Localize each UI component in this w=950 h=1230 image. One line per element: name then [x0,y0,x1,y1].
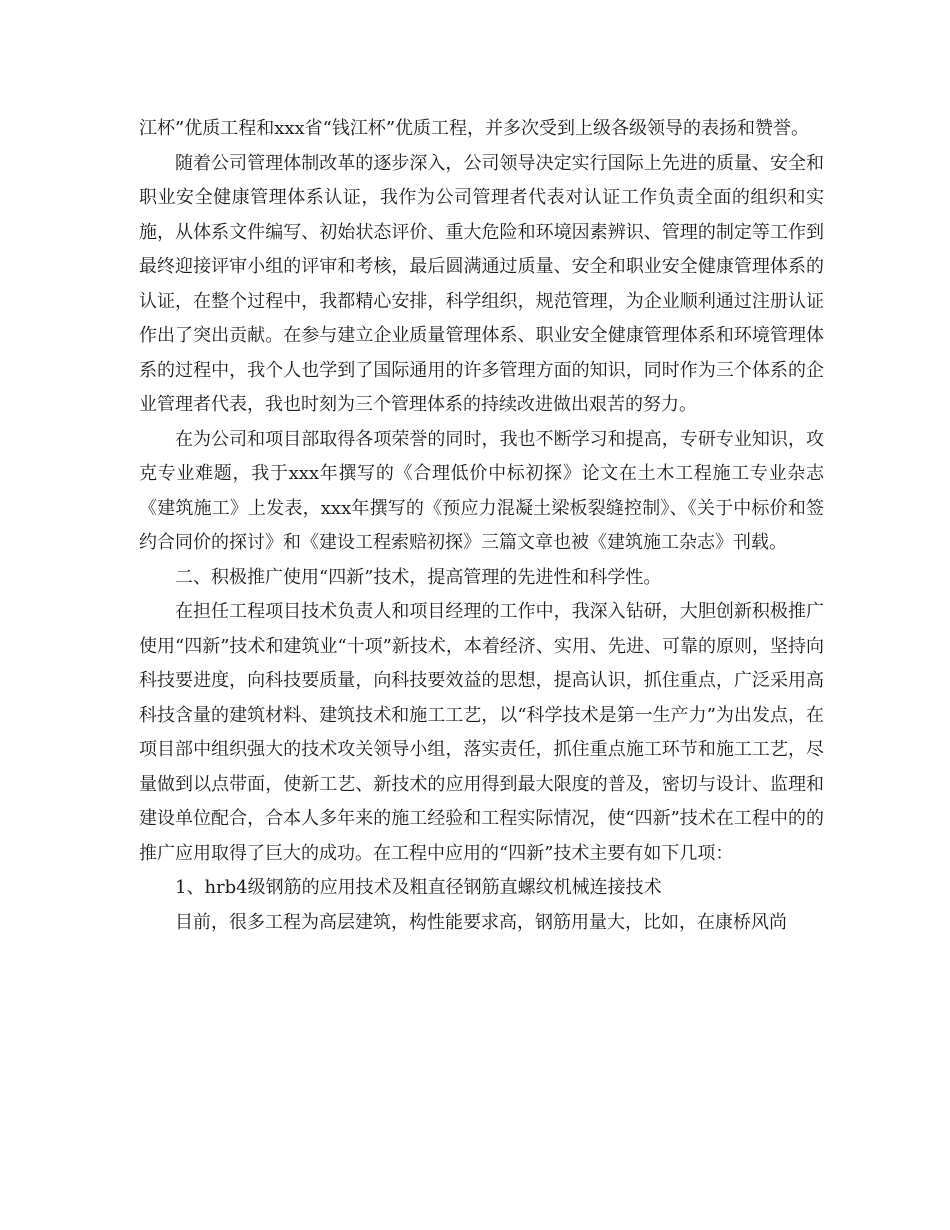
paragraph-3: 在为公司和项目部取得各项荣誉的同时，我也不断学习和提高，专研专业知识，攻克专业难题，我于xxx年撰写的《合理低价中标初探》论文在土木工程施工专业杂志《建筑施工》上发表，xxx年撰写的《预应力混凝土梁板裂缝控制》、《关于中标价和签约合同价的探讨》和《建设工程索赔初探》三篇文章也被《建筑施工杂志》刊载。 [139,428,824,553]
paragraph-7: 目前，很多工程为高层建筑，构性能要求高，钢筋用量大，比如，在康桥风尚 [175,911,787,933]
subsection-heading-1: 1、hrb4级钢筋的应用技术及粗直径钢筋直螺纹机械连接技术 [175,877,662,898]
document-body [139,112,824,940]
paragraph-2: 随着公司管理体制改革的逐步深入，公司领导决定实行国际上先进的质量、安全和职业安全健康管理体系认证，我作为公司管理者代表对认证工作负责全面的组织和实施，从体系文件编写、初始状态评价、重大危险和环境因素辨识、管理的制定等工作到最终迎接评审小组的评审和考核，最后圆满通过质量、安全和职业安全健康管理体系的认证，在整个过程中，我都精心安排，科学组织，规范管理，为企业顺利通过注册认证作出了突出贡献。在参与建立企业质量管理体系、职业安全健康管理体系和环境管理体系的过程中，我个人也学到了国际通用的许多管理方面的知识，同时作为三个体系的企业管理者代表，我也时刻为三个管理体系的持续改进做出艰苦的努力。 [139,152,824,415]
paragraph-5: 在担任工程项目技术负责人和项目经理的工作中，我深入钻研，大胆创新积极推广使用“四新”技术和建筑业“十项”新技术，本着经济、实用、先进、可靠的原则，坚持向科技要进度，向科技要质量，向科技要效益的思想，提高认识，抓住重点，广泛采用高科技含量的建筑材料、建筑技术和施工工艺，以“科学技术是第一生产力”为出发点，在项目部中组织强大的技术攻关领导小组，落实责任，抓住重点施工环节和施工工艺，尽量做到以点带面，使新工艺、新技术的应用得到最大限度的普及，密切与设计、监理和建设单位配合，合本人多年来的施工经验和工程实际情况，使“四新”技术在工程中的的推广应用取得了巨大的成功。在工程中应用的“四新”技术主要有如下几项： [139,601,824,864]
section-heading-2: 二、积极推广使用“四新”技术，提高管理的先进性和科学性。 [175,566,662,588]
paragraph-1: 江杯”优质工程和xxx省“钱江杯”优质工程，并多次受到上级各级领导的表扬和赞誉。 [139,118,810,139]
